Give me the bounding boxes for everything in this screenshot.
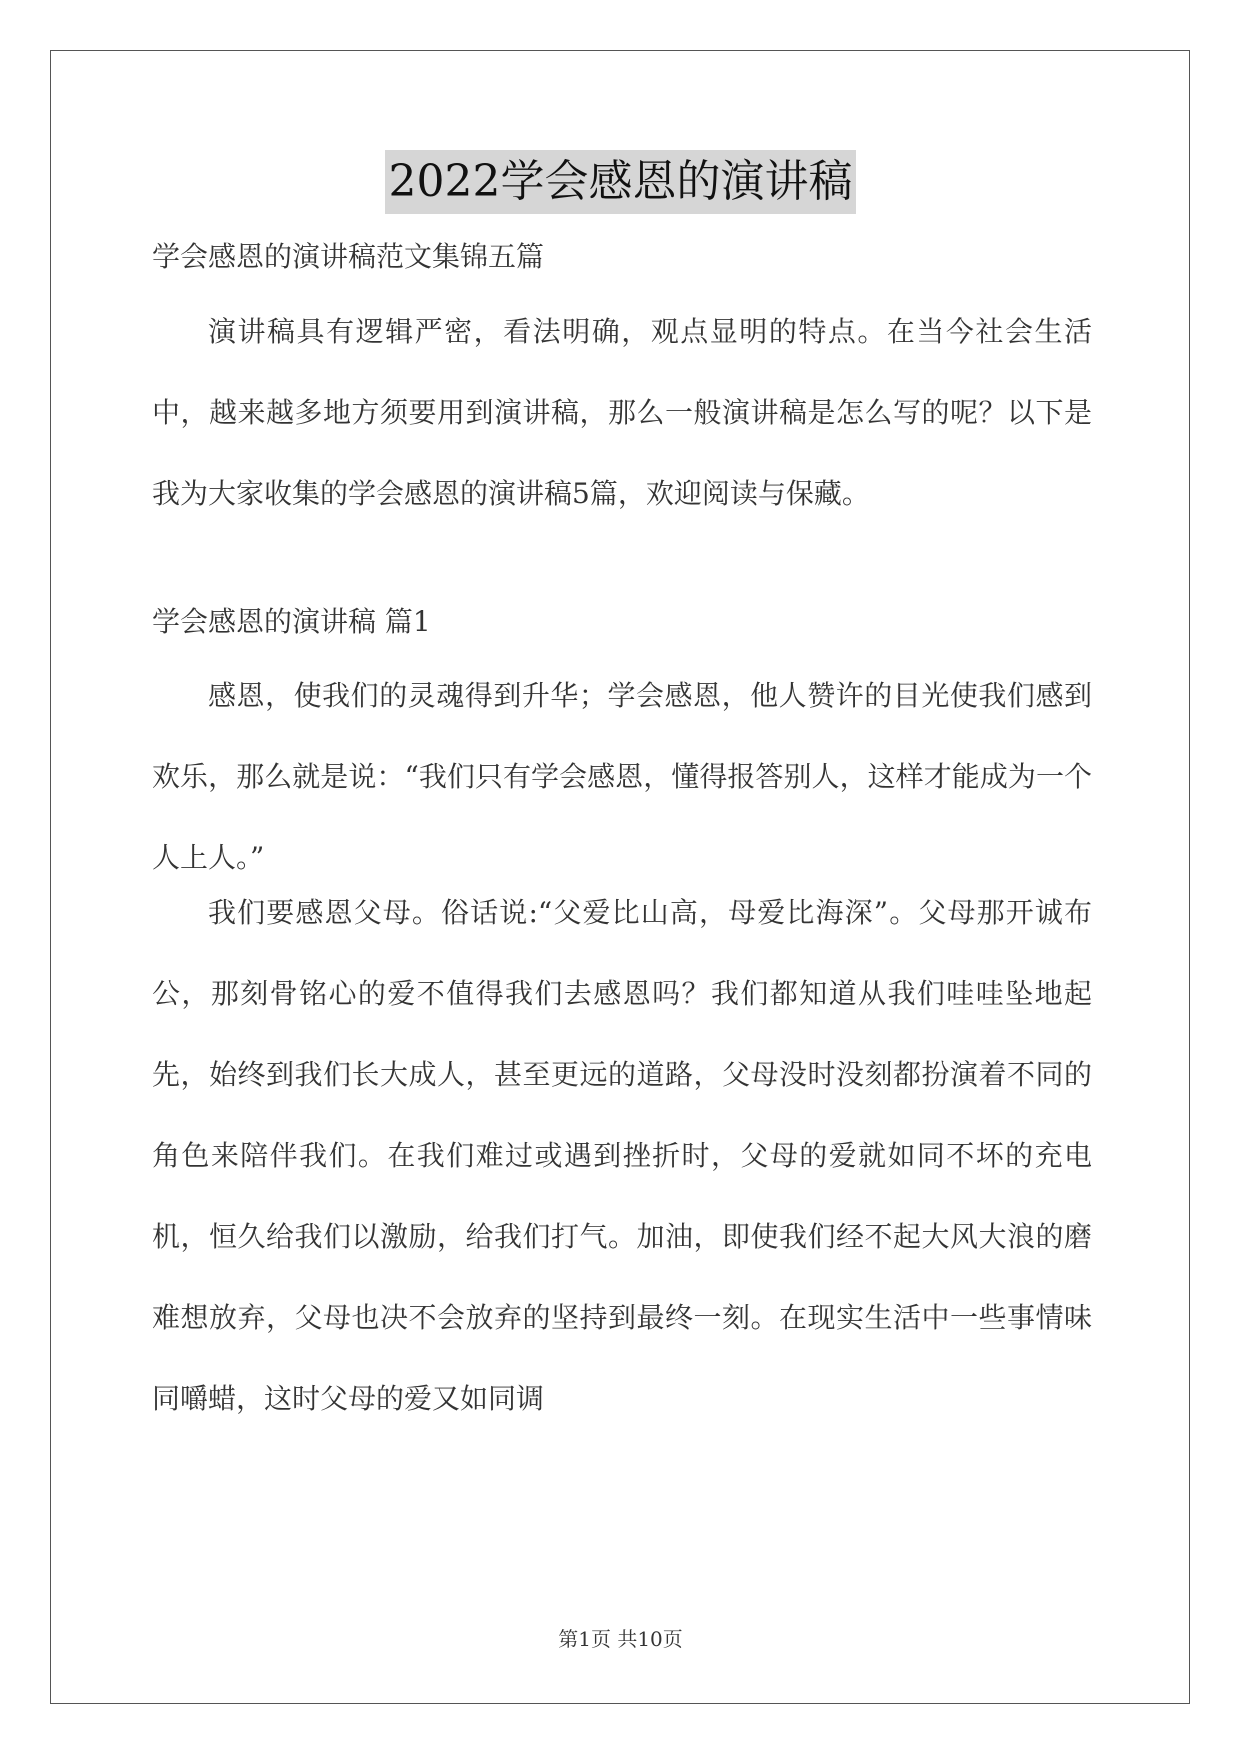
body-paragraph-2: 我们要感恩父母。俗话说:“父爱比山高，母爱比海深”。父母那开诚布公，那刻骨铭心的爱不值得我们去感恩吗？我们都知道从我们哇哇坠地起先，始终到我们长大成人，甚至更远的道路，父母没时没刻都扮演着不同的角色来陪伴我们。在我们难过或遇到挫折时，父母的爱就如同不坏的充电机，恒久给我们以激励，给我们打气。加油，即使我们经不起大风大浪的磨难想放弃，父母也决不会放弃的坚持到最终一刻。在现实生活中一些事情味同嚼蜡，这时父母的爱又如同调 (152, 896, 1092, 1415)
body-paragraph-1: 感恩，使我们的灵魂得到升华；学会感恩，他人赞许的目光使我们感到欢乐，那么就是说：“我们只有学会感恩，懂得报答别人，这样才能成为一个人上人。” (152, 679, 1092, 874)
document-title-container (0, 150, 1241, 214)
page-footer: 第1页 共10页 (558, 1627, 683, 1651)
intro-paragraph: 演讲稿具有逻辑严密，看法明确，观点显明的特点。在当今社会生活中，越来越多地方须要用到演讲稿，那么一般演讲稿是怎么写的呢？以下是我为大家收集的学会感恩的演讲稿5篇，欢迎阅读与保藏。 (152, 315, 1092, 510)
document-title: 2022学会感恩的演讲稿 (385, 150, 857, 214)
section-heading: 学会感恩的演讲稿 篇1 (152, 605, 431, 638)
document-subtitle: 学会感恩的演讲稿范文集锦五篇 (152, 240, 545, 273)
